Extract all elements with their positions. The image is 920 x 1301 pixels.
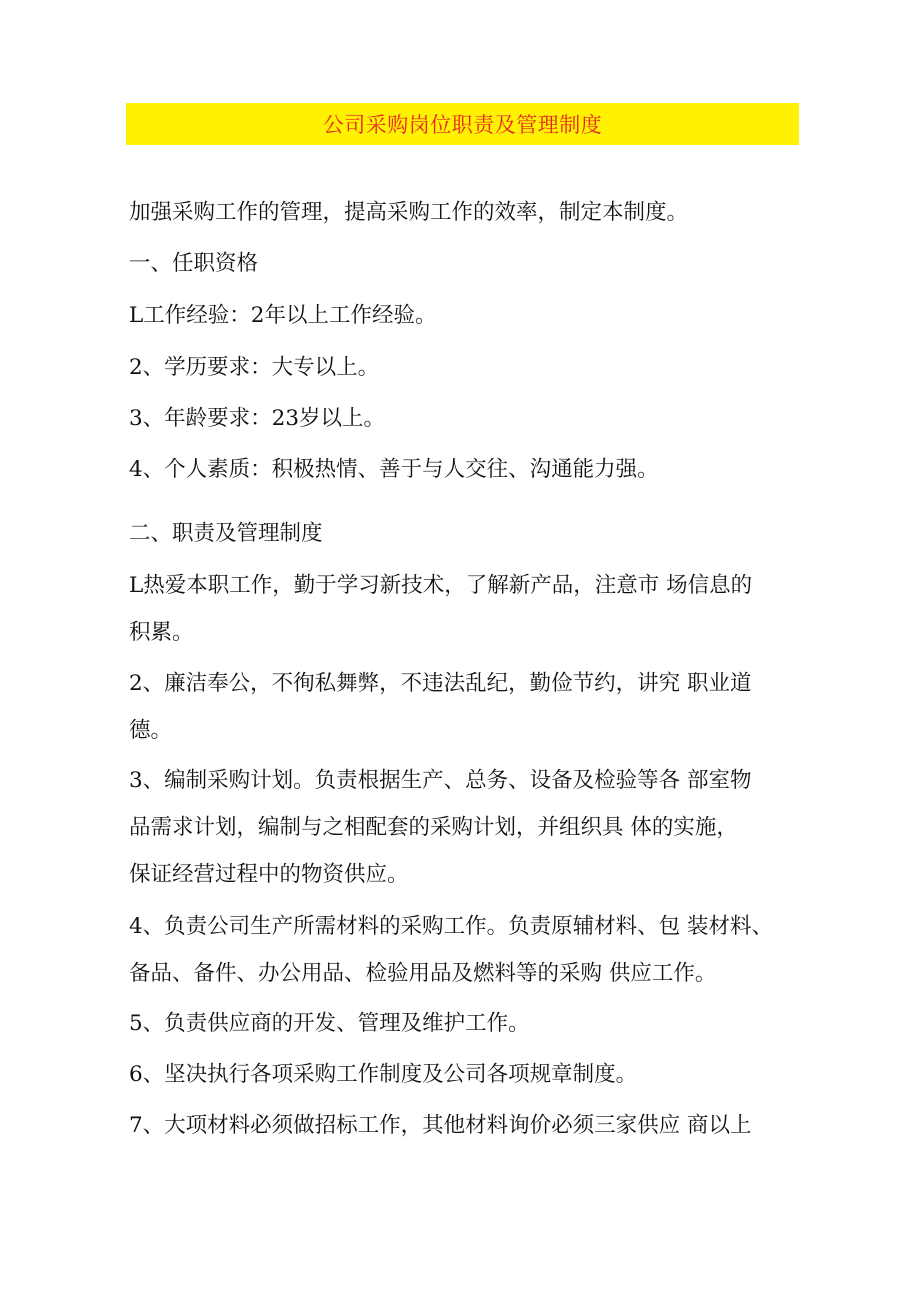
item-line: 备品、备件、办公用品、检验用品及燃料等的采购 供应工作。 bbox=[129, 961, 717, 986]
section2-item bbox=[129, 660, 801, 754]
item-line: 德。 bbox=[129, 718, 173, 743]
item-line: 7、大项材料必须做招标工作，其他材料询价必须三家供应 商以上 bbox=[129, 1113, 752, 1138]
document-title: 公司采购岗位职责及管理制度 bbox=[322, 113, 603, 137]
item-line: 4、负责公司生产所需材料的采购工作。负责原辅材料、包 装材料、 bbox=[129, 914, 774, 939]
section1-item: 4、个人素质：积极热情、善于与人交往、沟通能力强。 bbox=[129, 457, 659, 482]
item-line: 6、坚决执行各项采购工作制度及公司各项规章制度。 bbox=[129, 1062, 638, 1087]
title-banner bbox=[126, 103, 799, 145]
section2-item bbox=[129, 757, 801, 898]
item-line: 3、编制采购计划。负责根据生产、总务、设备及检验等各 部室物 bbox=[129, 768, 752, 793]
section2-item bbox=[129, 562, 801, 656]
item-line: 5、负责供应商的开发、管理及维护工作。 bbox=[129, 1011, 530, 1036]
section2-item bbox=[129, 1051, 801, 1098]
item-line: 保证经营过程中的物资供应。 bbox=[129, 862, 409, 887]
section1-item: 2、学历要求：大专以上。 bbox=[129, 355, 380, 380]
section2-item bbox=[129, 903, 801, 997]
section1-heading: 一、任职资格 bbox=[129, 251, 259, 276]
section1-item: L工作经验：2年以上工作经验。 bbox=[129, 303, 437, 328]
intro-paragraph: 加强采购工作的管理，提高采购工作的效率，制定本制度。 bbox=[129, 200, 689, 225]
section2-item bbox=[129, 1102, 801, 1149]
item-line: L热爱本职工作，勤于学习新技术，了解新产品，注意市 场信息的 bbox=[129, 573, 753, 598]
item-line: 积累。 bbox=[129, 620, 194, 645]
section1-item: 3、年龄要求：23岁以上。 bbox=[129, 406, 386, 431]
item-line: 品需求计划，编制与之相配套的采购计划，并组织具 体的实施， bbox=[129, 815, 738, 840]
item-line: 2、廉洁奉公，不徇私舞弊，不违法乱纪，勤俭节约，讲究 职业道 bbox=[129, 671, 752, 696]
section2-item bbox=[129, 1000, 801, 1047]
section2-heading: 二、职责及管理制度 bbox=[129, 521, 323, 546]
